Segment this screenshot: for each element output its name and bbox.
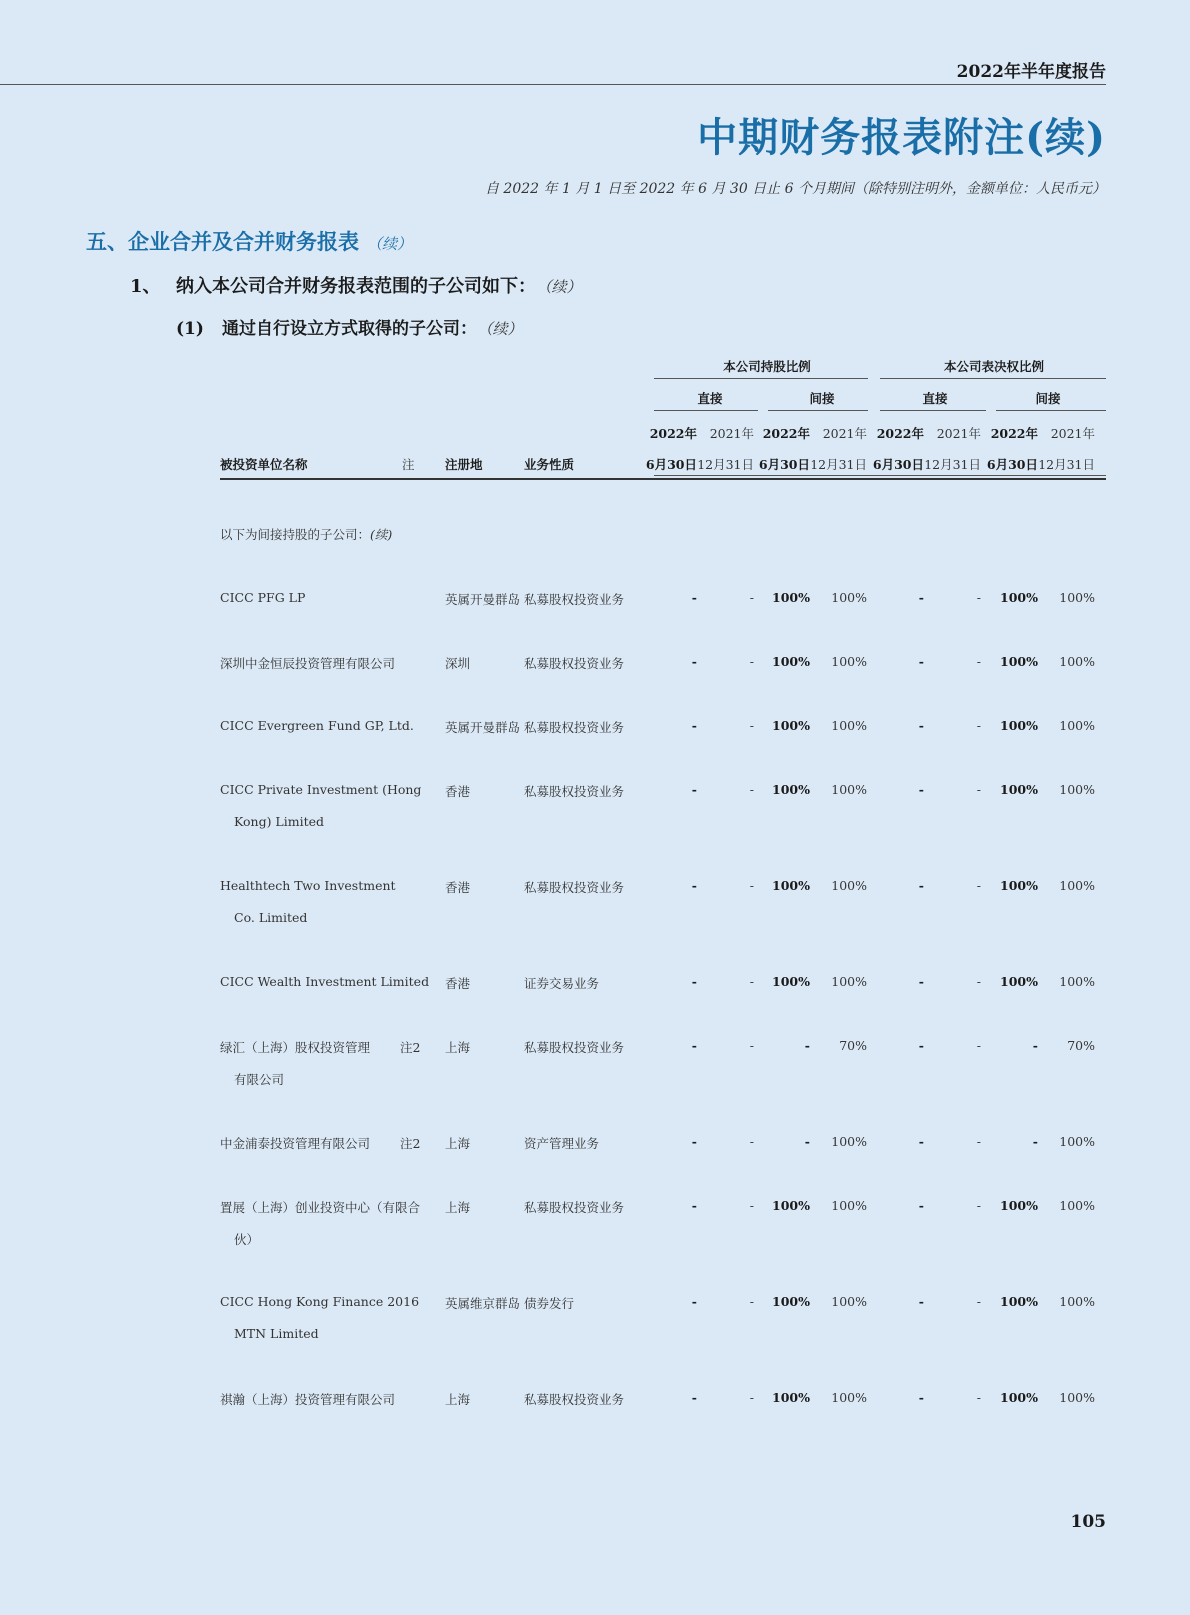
percentage-cell: - [749, 654, 754, 669]
header-direct: 直接 [697, 391, 723, 406]
percentage-cell: 100% [772, 782, 810, 797]
percentage-cell: - [918, 654, 924, 669]
percentage-cell: 100% [1059, 718, 1095, 733]
header-indirect: 间接 [1035, 391, 1061, 406]
header-year-2022: 2022年 [649, 426, 697, 441]
header-date-2021: 12月31日 [697, 457, 754, 472]
header-date-2021: 12月31日 [810, 457, 867, 472]
percentage-cell: 100% [1059, 782, 1095, 797]
company-name: CICC Wealth Investment Limited [220, 974, 430, 989]
company-name: CICC Private Investment (Hong [220, 782, 422, 797]
percentage-cell: - [976, 974, 981, 989]
percentage-cell: - [691, 1390, 697, 1405]
percentage-cell: - [691, 1198, 697, 1213]
percentage-cell: 100% [772, 654, 810, 669]
percentage-cell: 100% [1059, 1294, 1095, 1309]
registered-place: 上海 [445, 1040, 471, 1055]
header-date-2022: 6月30日 [758, 457, 810, 472]
report-label: 2022年半年度报告 [956, 62, 1106, 82]
percentage-cell: - [691, 878, 697, 893]
percentage-cell: - [918, 974, 924, 989]
percentage-cell: - [918, 1134, 924, 1149]
header-date-2022: 6月30日 [645, 457, 697, 472]
business-nature: 私募股权投资业务 [524, 1392, 625, 1407]
percentage-cell: 100% [1000, 878, 1038, 893]
percentage-cell: 100% [831, 654, 867, 669]
percentage-cell: - [691, 590, 697, 605]
business-nature: 资产管理业务 [524, 1136, 600, 1151]
percentage-cell: - [749, 1294, 754, 1309]
company-name-continued: 伙） [234, 1232, 260, 1247]
percentage-cell: - [918, 1294, 924, 1309]
sub-underline [996, 410, 1106, 411]
percentage-cell: - [749, 1390, 754, 1405]
business-nature: 证券交易业务 [524, 976, 600, 991]
percentage-cell: 100% [831, 718, 867, 733]
sub-heading [130, 272, 582, 298]
percentage-cell: - [749, 974, 754, 989]
page-number: 105 [1070, 1512, 1106, 1532]
header-note: 注 [402, 457, 415, 472]
header-date-2022: 6月30日 [986, 457, 1038, 472]
percentage-cell: 100% [772, 1294, 810, 1309]
header-registered-place: 注册地 [445, 457, 483, 472]
header-shareholding-group: 本公司持股比例 [723, 359, 811, 374]
registered-place: 上海 [445, 1200, 471, 1215]
business-nature: 私募股权投资业务 [524, 656, 625, 671]
percentage-cell: - [749, 1198, 754, 1213]
percentage-cell: 100% [1000, 1294, 1038, 1309]
percentage-cell: 100% [831, 974, 867, 989]
percentage-cell: 100% [772, 1198, 810, 1213]
business-nature: 私募股权投资业务 [524, 720, 625, 735]
percentage-cell: - [749, 718, 754, 733]
percentage-cell: 100% [831, 878, 867, 893]
section-heading [86, 226, 412, 256]
header-voting-group: 本公司表决权比例 [943, 359, 1045, 374]
percentage-cell: 100% [1000, 718, 1038, 733]
percentage-cell: - [918, 782, 924, 797]
percentage-cell: 100% [1000, 782, 1038, 797]
percentage-cell: 100% [831, 590, 867, 605]
percentage-cell: 100% [1000, 974, 1038, 989]
percentage-cell: 100% [831, 1198, 867, 1213]
section-heading-text: 五、企业合并及合并财务报表 [86, 229, 359, 254]
sub-heading-cont: （续） [544, 278, 582, 296]
header-year-2022: 2022年 [990, 426, 1038, 441]
header-year-2021: 2021年 [936, 426, 981, 441]
percentage-cell: - [976, 654, 981, 669]
group-underline [654, 378, 868, 379]
header-year-2022: 2022年 [876, 426, 924, 441]
group-underline [880, 378, 1106, 379]
business-nature: 私募股权投资业务 [524, 1040, 625, 1055]
percentage-cell: 100% [1000, 590, 1038, 605]
sub2-heading [176, 314, 523, 339]
percentage-cell: - [691, 1038, 697, 1053]
percentage-cell: - [749, 1038, 754, 1053]
business-nature: 私募股权投资业务 [524, 784, 625, 799]
percentage-cell: - [691, 1294, 697, 1309]
percentage-cell: - [804, 1038, 810, 1053]
percentage-cell: - [691, 718, 697, 733]
percentage-cell: - [691, 974, 697, 989]
table-header-rule [220, 478, 1106, 480]
header-date-2021: 12月31日 [1038, 457, 1095, 472]
company-name: 置展（上海）创业投资中心（有限合 [220, 1200, 421, 1215]
sub-heading-number: 1、 [130, 276, 161, 297]
percentage-cell: 100% [831, 1390, 867, 1405]
registered-place: 英属开曼群岛 [445, 720, 521, 735]
percentage-cell: 100% [1000, 1390, 1038, 1405]
business-nature: 私募股权投资业务 [524, 880, 625, 895]
header-year-2022: 2022年 [762, 426, 810, 441]
percentage-cell: - [1032, 1134, 1038, 1149]
percentage-cell: - [749, 590, 754, 605]
percentage-cell: 100% [831, 1134, 867, 1149]
percentage-cell: - [976, 1390, 981, 1405]
registered-place: 上海 [445, 1392, 471, 1407]
note-ref: 注2 [400, 1040, 421, 1055]
percentage-cell: - [976, 878, 981, 893]
header-column-underline [654, 475, 1106, 476]
percentage-cell: - [976, 1198, 981, 1213]
percentage-cell: - [918, 718, 924, 733]
percentage-cell: 100% [1059, 974, 1095, 989]
percentage-cell: 100% [1059, 1390, 1095, 1405]
company-name: 祺瀚（上海）投资管理有限公司 [220, 1392, 396, 1407]
percentage-cell: - [749, 878, 754, 893]
header-company-name: 被投资单位名称 [220, 457, 308, 472]
company-name-continued: Kong) Limited [234, 814, 325, 829]
table-intro-text: 以下为间接持股的子公司： [220, 527, 371, 542]
header-indirect: 间接 [809, 391, 835, 406]
registered-place: 香港 [445, 784, 471, 799]
company-name: 绿汇（上海）股权投资管理 [220, 1040, 371, 1055]
percentage-cell: - [976, 1294, 981, 1309]
company-name: CICC Evergreen Fund GP, Ltd. [220, 718, 414, 733]
percentage-cell: - [918, 1198, 924, 1213]
header-date-2021: 12月31日 [924, 457, 981, 472]
registered-place: 香港 [445, 976, 471, 991]
note-ref: 注2 [400, 1136, 421, 1151]
table-intro-cont: (续) [370, 527, 393, 542]
percentage-cell: 100% [1000, 1198, 1038, 1213]
registered-place: 英属维京群岛 [445, 1296, 521, 1311]
percentage-cell: 100% [1059, 590, 1095, 605]
percentage-cell: 100% [1059, 1134, 1095, 1149]
header-rule [0, 84, 1106, 85]
percentage-cell: - [691, 782, 697, 797]
header-year-2021: 2021年 [1050, 426, 1095, 441]
company-name: CICC PFG LP [220, 590, 306, 605]
header-direct: 直接 [922, 391, 948, 406]
sub2-heading-cont: （续） [485, 320, 523, 338]
company-name: 深圳中金恒辰投资管理有限公司 [220, 656, 396, 671]
percentage-cell: 100% [772, 718, 810, 733]
percentage-cell: - [691, 654, 697, 669]
company-name-continued: 有限公司 [234, 1072, 285, 1087]
percentage-cell: - [691, 1134, 697, 1149]
percentage-cell: 100% [772, 1390, 810, 1405]
sub-heading-text: 纳入本公司合并财务报表范围的子公司如下： [176, 276, 536, 297]
percentage-cell: - [804, 1134, 810, 1149]
page-title: 中期财务报表附注(续) [697, 114, 1106, 161]
percentage-cell: - [1032, 1038, 1038, 1053]
company-name: 中金浦泰投资管理有限公司 [220, 1136, 371, 1151]
percentage-cell: - [918, 1390, 924, 1405]
percentage-cell: - [976, 718, 981, 733]
percentage-cell: 100% [1059, 1198, 1095, 1213]
percentage-cell: - [976, 782, 981, 797]
registered-place: 上海 [445, 1136, 471, 1151]
percentage-cell: 100% [772, 590, 810, 605]
percentage-cell: 100% [772, 974, 810, 989]
registered-place: 英属开曼群岛 [445, 592, 521, 607]
percentage-cell: 100% [831, 1294, 867, 1309]
table-intro [220, 525, 392, 543]
percentage-cell: - [918, 1038, 924, 1053]
percentage-cell: 100% [1000, 654, 1038, 669]
percentage-cell: 100% [831, 782, 867, 797]
business-nature: 债券发行 [524, 1296, 575, 1311]
company-name-continued: MTN Limited [234, 1326, 319, 1341]
sub-underline [654, 410, 758, 411]
business-nature: 私募股权投资业务 [524, 592, 625, 607]
registered-place: 香港 [445, 880, 471, 895]
company-name: Healthtech Two Investment [220, 878, 396, 893]
percentage-cell: - [918, 878, 924, 893]
company-name-continued: Co. Limited [234, 910, 308, 925]
header-year-2021: 2021年 [822, 426, 867, 441]
percentage-cell: - [749, 782, 754, 797]
sub-underline [880, 410, 986, 411]
percentage-cell: - [918, 590, 924, 605]
percentage-cell: - [976, 590, 981, 605]
sub2-heading-number: (1) [176, 319, 204, 339]
header-business-nature: 业务性质 [524, 457, 575, 472]
company-name: CICC Hong Kong Finance 2016 [220, 1294, 420, 1309]
percentage-cell: - [749, 1134, 754, 1149]
header-date-2022: 6月30日 [872, 457, 924, 472]
percentage-cell: - [976, 1134, 981, 1149]
percentage-cell: 70% [839, 1038, 867, 1053]
sub2-heading-text: 通过自行设立方式取得的子公司： [222, 319, 477, 339]
page-subtitle: 自 2022 年 1 月 1 日至 2022 年 6 月 30 日止 6 个月期间（除特别注明外，金额单位：人民币元） [484, 181, 1106, 197]
header-year-2021: 2021年 [709, 426, 754, 441]
percentage-cell: - [976, 1038, 981, 1053]
sub-underline [768, 410, 868, 411]
percentage-cell: 100% [1059, 878, 1095, 893]
percentage-cell: 70% [1067, 1038, 1095, 1053]
registered-place: 深圳 [445, 656, 471, 671]
section-heading-cont: （续） [367, 235, 413, 253]
business-nature: 私募股权投资业务 [524, 1200, 625, 1215]
percentage-cell: 100% [772, 878, 810, 893]
percentage-cell: 100% [1059, 654, 1095, 669]
